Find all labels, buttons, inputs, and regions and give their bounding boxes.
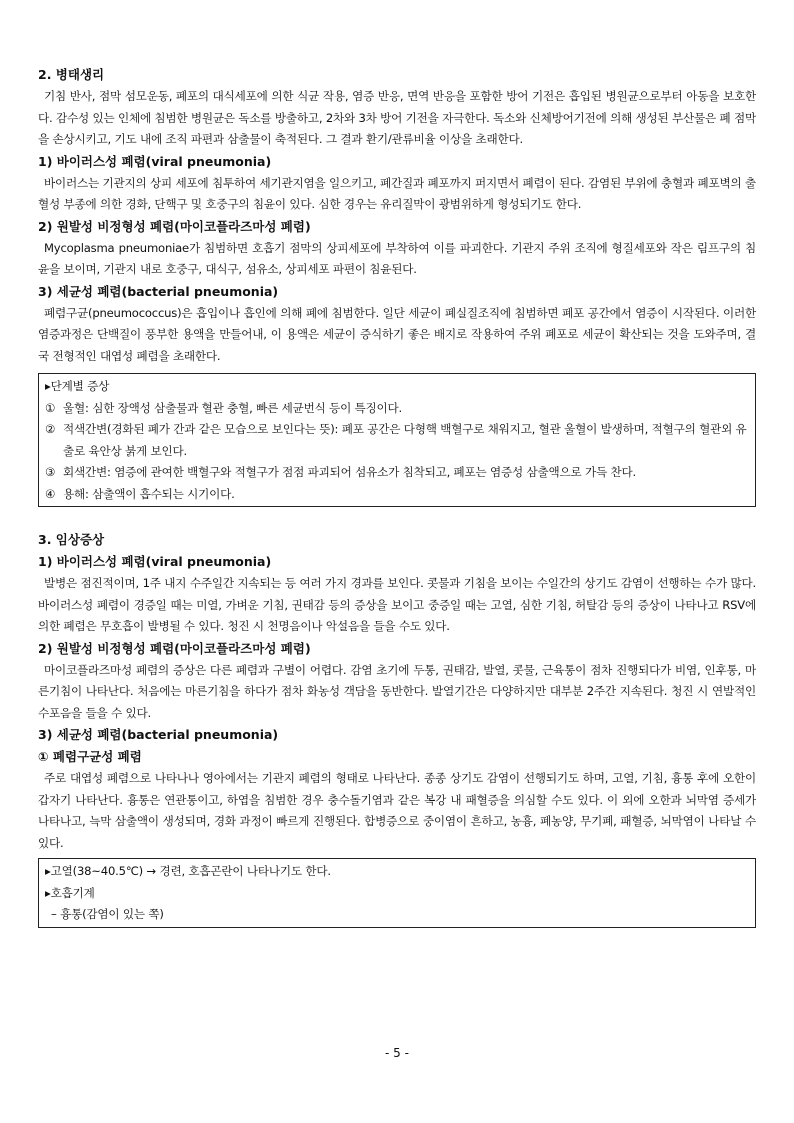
paragraph: 마이코플라즈마성 폐렴의 증상은 다른 폐렴과 구별이 어렵다. 감염 초기에 두통, 권태감, 발열, 콧물, 근육통이 점차 진행되다가 비염, 인후통, 마른기침이 나타난다. 처음에는 마른기침을 하다가 점차 화농성 객담을 동반한다. 발열기간은 다양하지만 대부분 2주간 지속된다. 청진 시 연발적인 수포음을 들을 수 있다.: [38, 662, 756, 720]
paragraph: 폐렴구균(pneumococcus)은 흡입이나 흡인에 의해 폐에 침범한다. 일단 세균이 폐실질조직에 침범하면 폐포 공간에서 염증이 시작된다. 이러한 염증과정은 단백질이 풍부한 용액을 만들어내, 이 용액은 세균이 증식하기 좋은 배지로 작용하여 주위 폐포로 세균이 확산되는 것을 도와주며, 결국 전형적인 대엽성 폐렴을 초래한다.: [38, 305, 756, 363]
stage-item: [45, 484, 749, 506]
subsection-title: 2) 원발성 비정형성 폐렴(마이코플라즈마성 폐렴): [38, 218, 311, 234]
paragraph: 주로 대엽성 폐렴으로 나타나나 영아에서는 기관지 폐렴의 형태로 나타난다. 종종 상기도 감염이 선행되기도 하며, 고열, 기침, 흉통 후에 오한이 갑자기 나타난다. 흉통은 연관통이고, 하엽을 침범한 경우 충수돌기염과 같은 복강 내 패혈증을 의심할 수도 있다. 이 외에 오한과 뇌막염 증세가 나타나고, 늑막 삼출액이 생성되며, 경화 과정이 빠르게 진행된다. 합병증으로 중이염이 흔하고, 농흉, 폐농양, 무기폐, 패혈증, 뇌막염이 나타날 수 있다.: [38, 771, 757, 850]
stage-number: ④: [45, 486, 56, 501]
stage-text: 용해: 삼출액이 흡수되는 시기이다.: [63, 486, 235, 501]
subsection-title: 3) 세균성 폐렴(bacterial pneumonia): [38, 727, 279, 742]
stage-item: [45, 419, 749, 462]
stage-text: 울혈: 심한 장액성 삼출물과 혈관 충혈, 빠른 세균번식 등이 특징이다.: [63, 400, 403, 415]
subsection-title: 2) 원발성 비정형성 폐렴(마이코플라즈마성 폐렴): [38, 640, 311, 656]
stage-text: 회색간변: 염증에 관여한 백혈구와 적혈구가 점점 파괴되어 섬유소가 침착되고, 폐포는 염증성 삼출액으로 가득 찬다.: [63, 465, 636, 479]
stage-symptoms-box: [38, 373, 756, 507]
symptom-line: ▸고열(38~40.5℃) → 경련, 호흡곤란이 나타나기도 한다.: [45, 864, 331, 878]
subsection-title: 1) 바이러스성 폐렴(viral pneumonia): [38, 153, 272, 169]
symptom-box: [38, 858, 756, 928]
stage-item: [45, 462, 749, 484]
paragraph: 발병은 점진적이며, 1주 내지 수주일간 지속되는 등 여러 가지 경과를 보인다. 콧물과 기침을 보이는 수일간의 상기도 감염이 선행하는 수가 많다. 바이러스성 폐렴이 경증일 때는 미열, 가벼운 기침, 권태감 등의 증상을 보이고 중증일 때는 고열, 심한 기침, 허탈감 등의 증상이 나타나고 RSV에 의한 폐렴은 무호흡이 발병될 수 있다. 청진 시 천명음이나 악설음을 들을 수도 있다.: [38, 576, 756, 633]
paragraph: Mycoplasma pneumoniae가 침범하면 호흡기 점막의 상피세포에 부착하여 이를 파괴한다. 기관지 주위 조직에 형질세포와 작은 림프구의 침윤을 보이며, 기관지 내로 호중구, 대식구, 섬유소, 상피세포 파편이 침윤된다.: [38, 240, 756, 276]
stage-item: [45, 398, 749, 420]
stage-number: ③: [45, 465, 56, 479]
stage-number: ①: [45, 400, 56, 415]
subsection-title: ① 폐렴구균성 폐렴: [38, 749, 142, 764]
stage-number: ②: [45, 422, 56, 436]
section-title: 2. 병태생리: [38, 67, 105, 82]
section-title: 3. 임상증상: [38, 532, 105, 547]
document-page: [38, 64, 756, 928]
symptom-line: ▸호흡기계: [45, 885, 95, 900]
paragraph: 바이러스는 기관지의 상피 세포에 침투하여 세기관지염을 일으키고, 폐간질과 폐포까지 퍼지면서 폐렴이 된다. 감염된 부위에 충혈과 폐포벽의 출혈성 부종에 의한 경화, 단핵구 및 호중구의 침윤이 있다. 심한 경우는 유리질막이 광범위하게 형성되기도 한다.: [38, 175, 756, 211]
page-number: - 5 -: [385, 1046, 409, 1060]
stage-text: 적색간변(경화된 폐가 간과 같은 모습으로 보인다는 뜻): 폐포 공간은 다형핵 백혈구로 채워지고, 혈관 울혈이 발생하며, 적혈구의 혈관외 유출로 육안상 붉게 보인다.: [63, 422, 747, 458]
symptom-line: – 흉통(감염이 있는 쪽): [51, 907, 164, 921]
box-header: ▸단계별 증상: [45, 379, 110, 393]
paragraph: 기침 반사, 점막 섬모운동, 폐포의 대식세포에 의한 식균 작용, 염증 반응, 면역 반응을 포함한 방어 기전은 흡입된 병원균으로부터 아동을 보호한다. 감수성 있는 인체에 침범한 병원균은 독소를 방출하고, 2차와 3차 방어 기전을 자극한다. 독소와 신체방어기전에 의해 생성된 부산물은 폐 점막을 손상시키고, 기도 내에 조직 파편과 삼출물이 축적된다. 그 결과 환기/관류비율 이상을 초래한다.: [38, 89, 757, 146]
subsection-title: 1) 바이러스성 폐렴(viral pneumonia): [38, 554, 272, 569]
subsection-title: 3) 세균성 폐렴(bacterial pneumonia): [38, 283, 279, 299]
